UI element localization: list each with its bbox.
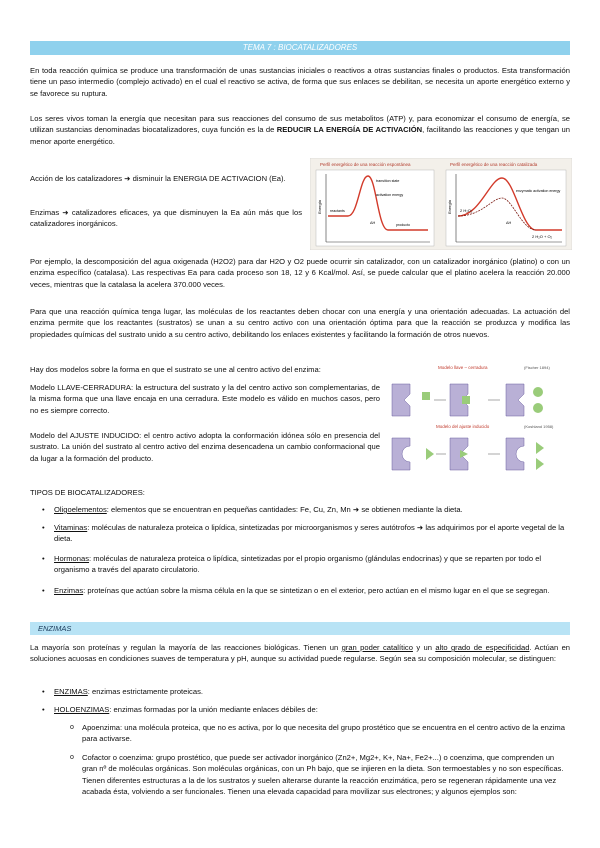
enzyme-models-figure bbox=[388, 362, 570, 478]
sub-item-apoenzima: o Apoenzima: una molécula proteica, que no es activa, por lo que necesita del grupo prostético que se encuentra en el centro activo de la enzima para activarse. bbox=[82, 722, 570, 745]
enzima-item-0: • ENZIMAS: enzimas estrictamente proteicas. bbox=[54, 686, 570, 697]
h2o2-label: 2 H₂O₂ bbox=[460, 208, 473, 213]
enzimas-banner-label: ENZIMAS bbox=[38, 624, 72, 633]
enzimas-catalizadores: Enzimas ➜ catalizadores eficaces, ya que disminuyen la Ea aún más que los catalizadores inorgánicos. bbox=[30, 208, 302, 229]
intro-p2-text: Los seres vivos toman la energía que necesitan para sus reacciones del consumo de sus metabolitos (ATP) y, para economizar el consumo de energía, se utilizan sustancias denominadas biocatalizadores, cuya función es la de bbox=[30, 114, 570, 135]
products-label: 2 H₂O + O₂ bbox=[532, 234, 553, 239]
model1-title: Modelo llave – cerradura bbox=[438, 365, 488, 370]
model1-cite: (Fischer 1894) bbox=[524, 365, 550, 370]
ejemplo-paragraph: Por ejemplo, la descomposición del agua oxigenada (H2O2) para dar H2O y O2 puede ocurrir sin catalizador, con un catalizador inorgánico (platino) o con un enzima específico (catalasa). Las respectivas Ea para cada proceso son 18, 12 y 6 Kcal/mol. Así, se puede calcular que el platino acelera la reacción 20.000 veces, mientras que la catalasa la acelera 370.000 veces. bbox=[30, 257, 570, 289]
modelo-llave-cerradura: Modelo LLAVE-CERRADURA: la estructura del sustrato y la del centro activo son complementarias, de la misma forma que una llave encaja en una cerradura. Este modelo es válido en muchos casos, pero no es siempre correcto. bbox=[30, 383, 380, 415]
tipos-title: TIPOS DE BIOCATALIZADORES: bbox=[30, 488, 145, 497]
modelos-intro: Hay dos modelos sobre la forma en que el sustrato se une al centro activo del enzima: bbox=[30, 365, 321, 374]
intro-p2-bold: REDUCIR LA ENERGÍA DE ACTIVACIÓN bbox=[276, 125, 423, 135]
page-title-banner: TEMA 7 : BIOCATALIZADORES bbox=[30, 41, 570, 55]
sub-item-cofactor: o Cofactor o coenzima: grupo prostético, que puede ser activador inorgánico (Zn2+, Mg2+, K+, Na+, Fe2+...) o coenzima, que comprenden un gran nº de moléculas orgánicas. Son moléculas orgánicas, con un Ph bajo, que se injieren en la dieta. Son termoestables y no son específicas. Tienen diferentes estructuras a la de los sustratos y suelen alterarse durante la reacción enzimática, pero se regeneran rápidamente una vez acabada ésta, volviendo a ser funcionales. Tienen una elevada capacidad para movilizar sus electrones; y algunos ejemplos son: bbox=[82, 752, 570, 798]
enzymatic-label: enzymatic activation energy bbox=[516, 189, 561, 193]
energy-profile-figure bbox=[310, 158, 572, 250]
transition-label: transition state bbox=[376, 179, 400, 183]
model2-title: Modelo del ajuste inducido bbox=[436, 424, 490, 429]
modelo-ajuste-inducido: Modelo del AJUSTE INDUCIDO: el centro activo adopta la conformación idónea sólo en presencia del sustrato. La unión del sustrato al centro activo del enzima desencadena un cambio conformacional que da lugar a la formación del producto. bbox=[30, 431, 380, 463]
intro-paragraph-1: En toda reacción química se produce una transformación de unas sustancias iniciales o reactivos a otras sustancias finales o productos. Esta transformación tiene un paso intermedio (complejo activado) en el cual el reactivo se activa, de forma que sus enlaces se debilitan, se necesita un aporte energético externo y se favorece su ruptura. bbox=[30, 66, 570, 98]
left-chart-title: Perfil energético de una reacción espontánea bbox=[320, 162, 411, 167]
activation-label: activation energy bbox=[376, 193, 404, 197]
orientacion-paragraph: Para que una reacción química tenga lugar, las moléculas de los reactantes deben chocar con una energía y una orientación adecuadas. La actuación del enzima permite que los reactantes (sustratos) se unan a su centro activo con una orientación óptima para que la reacción se produzca y modifica las propiedades químicas del sustrato unido a su centro activo, debilitando los enlaces existentes y facilitando la formación de otros nuevos. bbox=[30, 307, 570, 339]
tipo-item-3: • Enzimas: proteínas que actúan sobre la misma célula en la que se sintetizan o en el exterior, pero actúan en el mismo lugar en el que se segregan. bbox=[54, 585, 570, 596]
substrate-shape bbox=[422, 392, 430, 400]
enzima-item-1: • HOLOENZIMAS: enzimas formadas por la unión mediante enlaces débiles de: bbox=[54, 704, 570, 715]
left-y-label: Energía bbox=[317, 199, 322, 214]
enzimas-section-banner bbox=[30, 622, 570, 635]
tipo-item-1: • Vitaminas: moléculas de naturaleza proteica o lipídica, sintetizadas por microorganismos y seres autótrofos ➜ las adquirimos por el aporte vegetal de la dieta. bbox=[54, 522, 570, 545]
accion-catalizadores: Acción de los catalizadores ➜ disminuir la ENERGIA DE ACTIVACION (Ea). bbox=[30, 174, 286, 183]
dh-right-label: ΔH bbox=[506, 221, 512, 225]
product-label: producto bbox=[396, 223, 410, 227]
tipo-item-0: • Oligoelementos: elementos que se encuentran en pequeñas cantidades: Fe, Cu, Zn, Mn ➜ se obtienen mediante la dieta. bbox=[54, 504, 570, 515]
right-chart-title: Perfil energético de una reacción catalizada bbox=[450, 162, 538, 167]
dh-left-label: ΔH bbox=[370, 221, 376, 225]
intro-p2-end: , facilitando las reacciones y que tengan un menor aporte energético. bbox=[30, 125, 570, 146]
intro-paragraph-2 bbox=[30, 113, 570, 147]
tipo-item-2: • Hormonas: moléculas de naturaleza proteica o lipídica, sintetizadas por el propio organismo (glándulas endocrinas) y que se reparten por todo el organismo a través del aparato circulatorio. bbox=[54, 553, 570, 576]
model2-cite: (Koshland 1958) bbox=[524, 424, 554, 429]
reactants-label: reactants bbox=[330, 209, 345, 213]
enzimas-paragraph: La mayoría son proteínas y regulan la mayoría de las reacciones biológicas. Tienen un gran poder catalítico y un alto grado de especificidad. Actúan en soluciones acuosas en condiciones suaves de temperatura y pH, aunque su actividad puede regularse. Según sea su composición molecular, se distinguen: bbox=[30, 643, 571, 664]
right-y-label: Energía bbox=[447, 199, 452, 214]
enzyme-shape bbox=[392, 384, 410, 416]
